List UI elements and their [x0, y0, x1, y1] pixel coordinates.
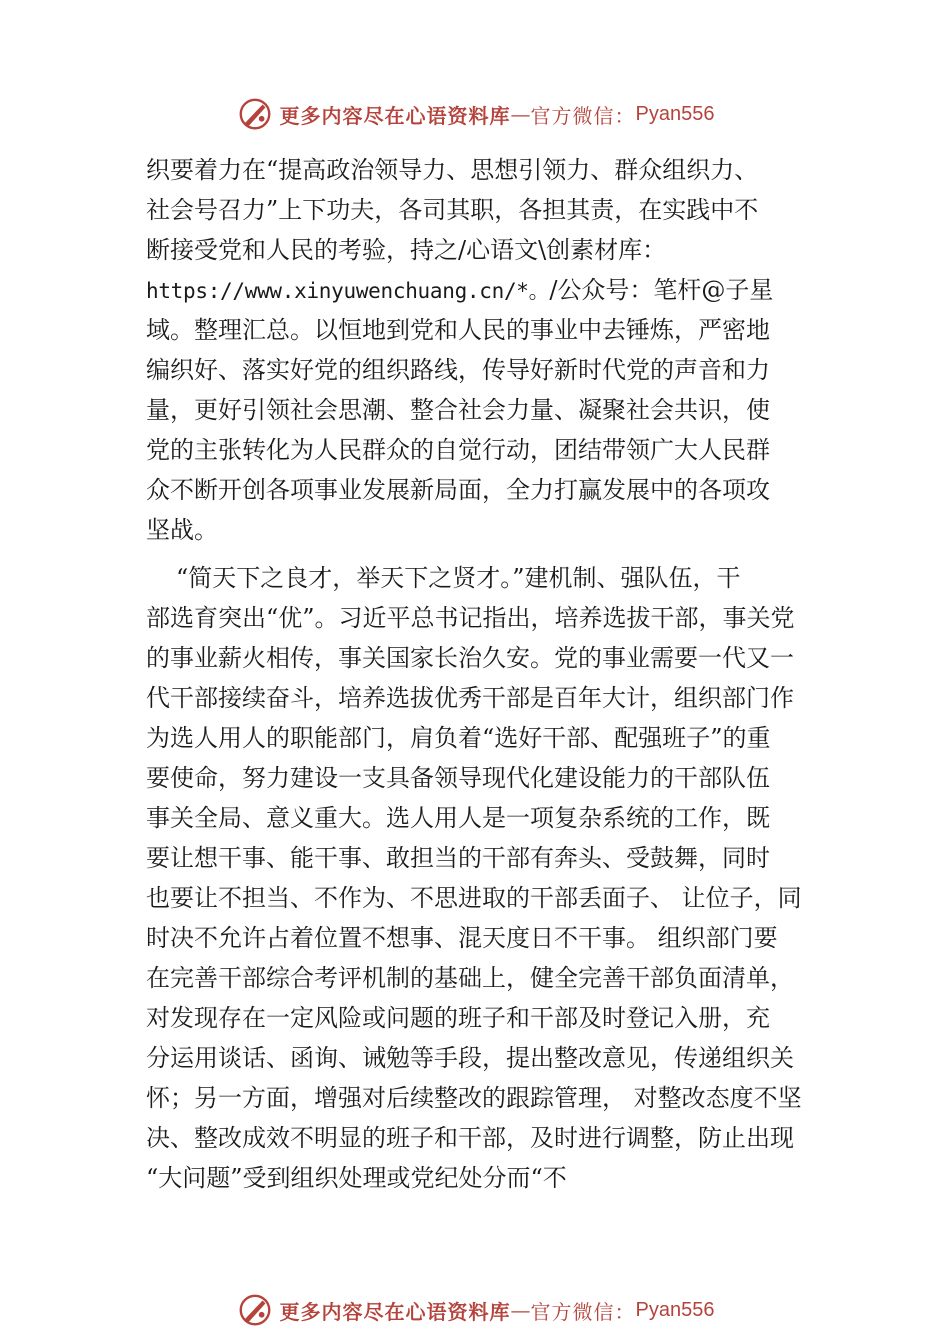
text-line: 坚战。 — [146, 516, 218, 544]
banner-separator: — — [510, 1298, 531, 1322]
text-line-url — [146, 270, 821, 310]
banner-wechat-label: 官方微信： — [530, 1299, 636, 1324]
brand-logo-icon — [236, 1291, 274, 1329]
paragraph-1 — [146, 150, 821, 550]
text-line: 为选人用人的职能部门，肩负着“选好干部、配强班子”的重 — [146, 724, 771, 752]
text-line: “大问题”受到组织处理或党纪处分而“不 — [146, 1164, 567, 1192]
text-line: 代干部接续奋斗，培养选拔优秀干部是百年大计，组织部门作 — [146, 684, 794, 712]
brand-logo-icon — [236, 95, 274, 133]
text-line: 在完善干部综合考评机制的基础上，健全完善干部负面清单， — [146, 964, 794, 992]
banner-wechat-label: 官方微信： — [530, 103, 636, 128]
text-line: 分运用谈话、函询、诫勉等手段，提出整改意见，传递组织关 — [146, 1044, 794, 1072]
text-line: 量，更好引领社会思潮、整合社会力量、凝聚社会共识，使 — [146, 396, 770, 424]
text-line: 域。整理汇总。以恒地到党和人民的事业中去锤炼，严密地 — [146, 316, 770, 344]
text-line: 时决不允许占着位置不想事、混天度日不干事。 组织部门要 — [146, 924, 778, 952]
text-line: 部选育突出“优”。习近平总书记指出，培养选拔干部，事关党 — [146, 604, 795, 632]
paragraph-2 — [146, 558, 821, 1198]
text-line: 事关全局、意义重大。选人用人是一项复杂系统的工作，既 — [146, 804, 770, 832]
text-line: 党的主张转化为人民群众的自觉行动，团结带领广大人民群 — [146, 436, 770, 464]
text-line: “简天下之良才，举天下之贤才。”建机制、强队伍，干 — [176, 564, 741, 592]
text-line: 的事业薪火相传，事关国家长治久安。党的事业需要一代又一 — [146, 644, 794, 672]
banner-brand: 更多内容尽在心语资料库 — [279, 1299, 511, 1324]
footer-banner — [0, 1290, 950, 1330]
text-line: 决、整改成效不明显的班子和干部，及时进行调整，防止出现 — [146, 1124, 794, 1152]
document-body — [146, 150, 821, 1198]
banner-separator: — — [510, 102, 531, 126]
banner-brand: 更多内容尽在心语资料库 — [279, 103, 511, 128]
text-line: 要让想干事、能干事、敢担当的干部有奔头、受鼓舞，同时 — [146, 844, 770, 872]
banner-wechat-handle: Pyan556 — [635, 102, 715, 125]
url-text: https://www.xinyuwenchuang.cn/*。 — [146, 279, 550, 303]
text-line: 怀；另一方面，增强对后续整改的跟踪管理， 对整改态度不坚 — [146, 1084, 802, 1112]
text-line: 织要着力在“提高政治领导力、思想引领力、群众组织力、 — [146, 156, 759, 184]
text-line: 社会号召力”上下功夫，各司其职，各担其责，在实践中不 — [146, 196, 759, 224]
text-line: 断接受党和人民的考验，持之/心语文\创素材库： — [146, 236, 667, 264]
header-banner — [0, 94, 950, 134]
banner-wechat-handle: Pyan556 — [635, 1298, 715, 1321]
text-line: 众不断开创各项事业发展新局面，全力打赢发展中的各项攻 — [146, 476, 770, 504]
text-line: 对发现存在一定风险或问题的班子和干部及时登记入册，充 — [146, 1004, 770, 1032]
text-line: 也要让不担当、不作为、不思进取的干部丢面子、 让位子，同 — [146, 884, 802, 912]
text-line: 编织好、落实好党的组织路线，传导好新时代党的声音和力 — [146, 356, 770, 384]
text-line: 要使命，努力建设一支具备领导现代化建设能力的干部队伍 — [146, 764, 770, 792]
url-suffix: /公众号：笔杆@子星 — [549, 276, 774, 304]
